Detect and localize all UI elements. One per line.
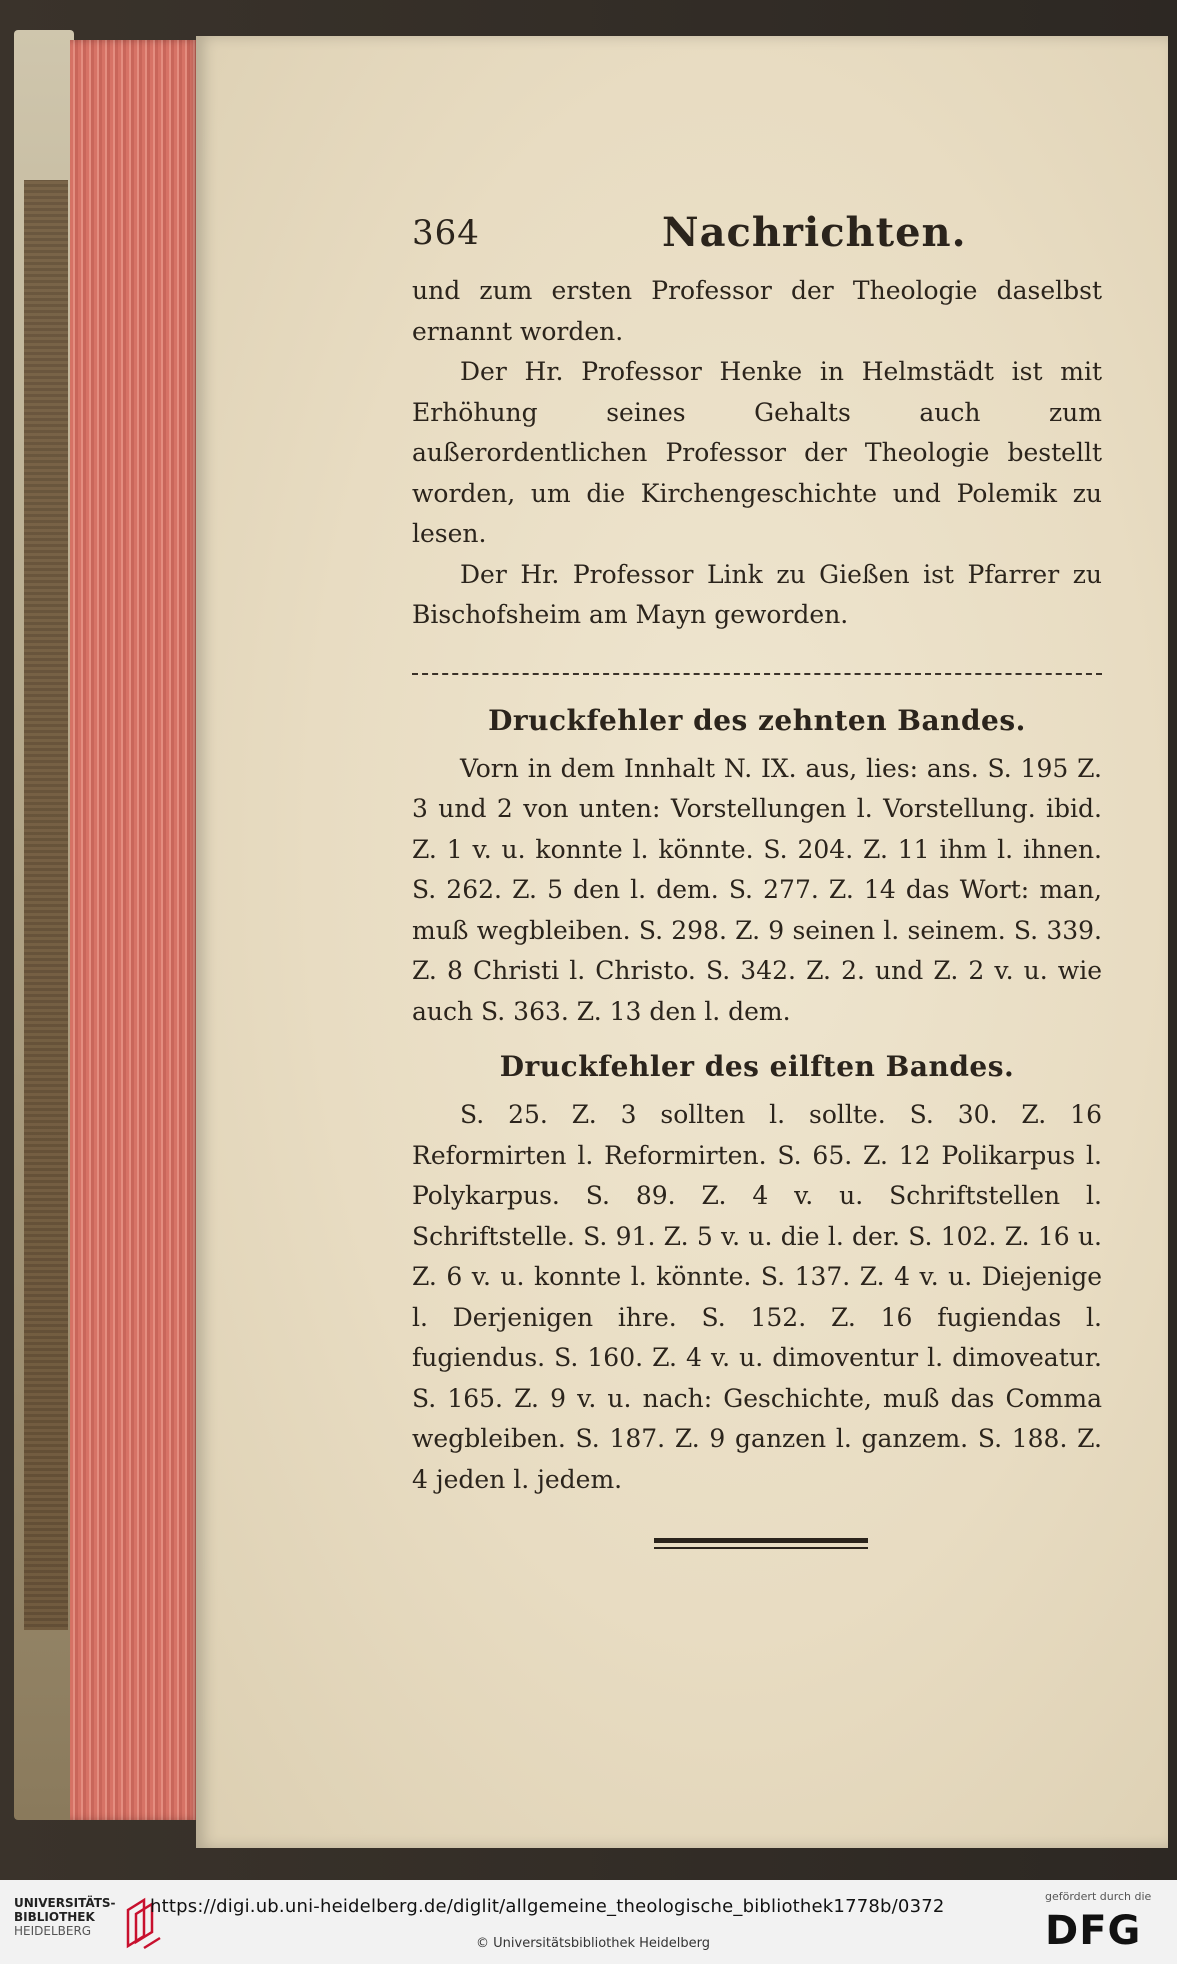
library-name: UNIVERSITÄTS- BIBLIOTHEK HEIDELBERG	[14, 1896, 116, 1938]
copyright-notice: © Universitätsbibliothek Heidelberg	[476, 1936, 711, 1951]
paragraph-intro: und zum ersten Professor der Theologie daselbst ernannt worden.	[412, 276, 1102, 346]
dfg-logo[interactable]	[1045, 1890, 1165, 1956]
errata-eleventh-volume: S. 25. Z. 3 sollten l. sollte. S. 30. Z. 16 Reformirten l. Reformirten. S. 65. Z. 12 Polikarpus l. Polykarpus. S. 89. Z. 4 v. u. Schriftstellen l. Schriftstelle. S. 91. Z. 5 v. u. die l. der. S. 102. Z. 16 u. Z. 6 v. u. konnte l. könnte. S. 137. Z. 4 v. u. Diejenige l. Derjenigen ihre. S. 152. Z. 16 fugiendas l. fugiendus. S. 160. Z. 4 v. u. dimoventur l. dimoveatur. S. 165. Z. 9 v. u. nach: Geschichte, muß das Comma wegbleiben. S. 187. Z. 9 ganzen l. ganzem. S. 188. Z. 4 jeden l. jedem.	[412, 1100, 1102, 1494]
paragraph-henke: Der Hr. Professor Henke in Helmstädt ist mit Erhöhung seines Gehalts auch zum außerordentlichen Professor der Theologie bestellt worden, um die Kirchengeschichte und Polemik zu lesen.	[412, 357, 1102, 548]
tailpiece-rule	[654, 1538, 868, 1554]
section-title-eleventh-volume: Druckfehler des eilften Bandes.	[499, 1050, 1015, 1083]
page-text	[412, 205, 1102, 1500]
running-head	[412, 205, 1102, 265]
permalink-url[interactable]: https://digi.ub.uni-heidelberg.de/diglit/allgemeine_theologische_bibliothek1778b/0372	[150, 1896, 945, 1917]
dfg-wordmark: DFG	[1045, 1908, 1142, 1954]
book-spine-texture	[24, 180, 68, 1630]
red-fore-edge	[70, 40, 200, 1820]
page-number: 364	[412, 213, 480, 253]
dashed-rule	[412, 673, 1102, 675]
section-title-tenth-volume: Druckfehler des zehnten Bandes.	[488, 703, 1026, 737]
funding-caption: gefördert durch die	[1045, 1890, 1152, 1903]
errata-tenth-volume: Vorn in dem Innhalt N. IX. aus, lies: ans. S. 195 Z. 3 und 2 von unten: Vorstellungen l. Vorstellung. ibid. Z. 1 v. u. konnte l. könnte. S. 204. Z. 11 ihm l. ihnen. S. 262. Z. 5 den l. dem. S. 277. Z. 14 das Wort: man, muß wegbleiben. S. 298. Z. 9 seinen l. seinem. S. 339. Z. 8 Christi l. Christo. S. 342. Z. 2. und Z. 2 v. u. wie auch S. 363. Z. 13 den l. dem.	[412, 753, 1102, 1026]
section-divider	[412, 636, 1102, 696]
paragraph-link: Der Hr. Professor Link zu Gießen ist Pfarrer zu Bischofsheim am Mayn geworden.	[412, 559, 1102, 629]
library-logo[interactable]	[14, 1896, 164, 1956]
running-head-title: Nachrichten.	[662, 209, 967, 256]
viewer-footer	[0, 1880, 1177, 1964]
